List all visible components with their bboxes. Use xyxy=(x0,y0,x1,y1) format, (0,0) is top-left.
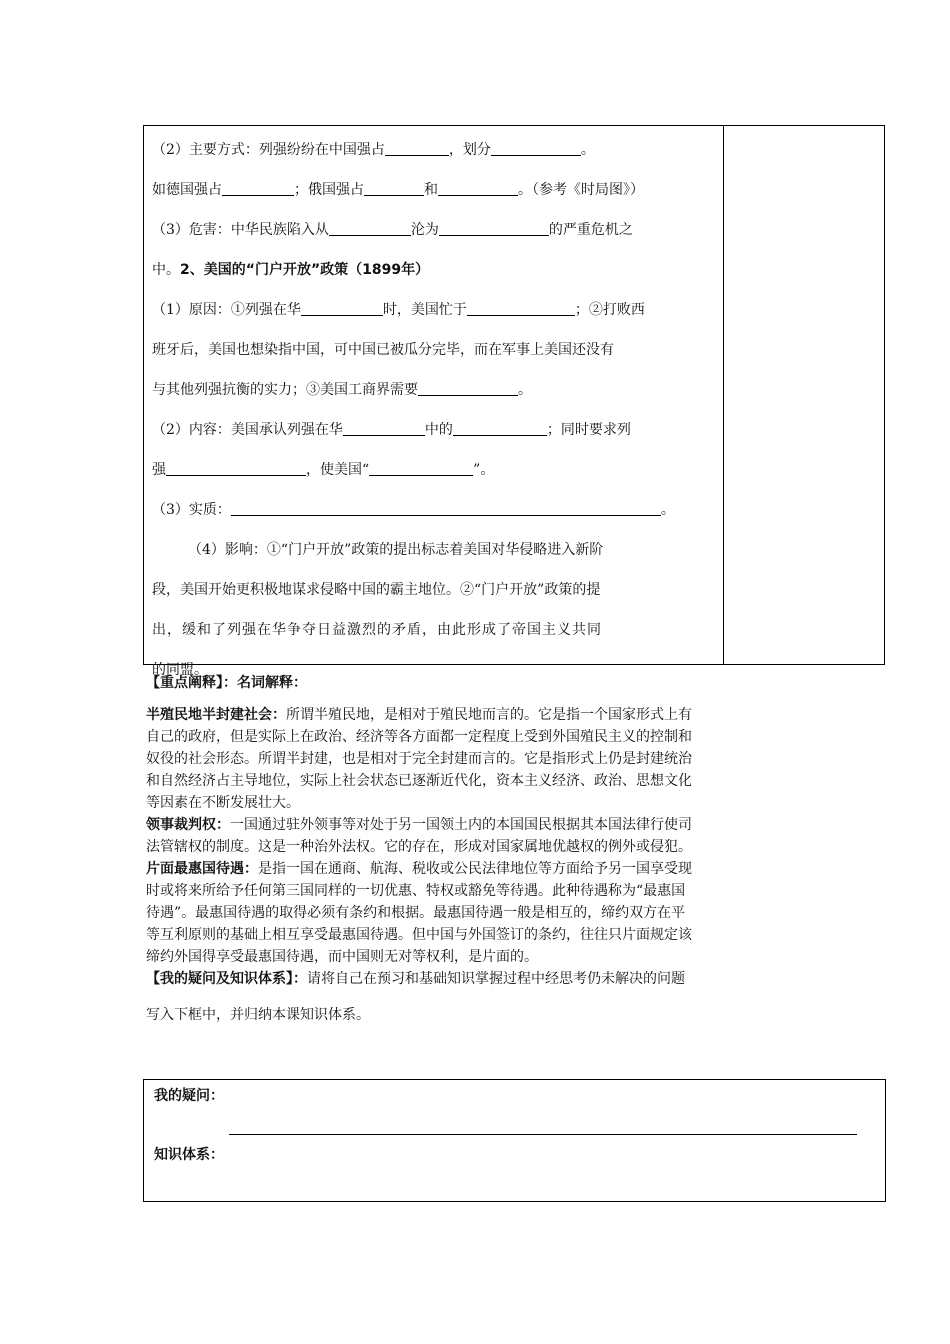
fill-blank[interactable] xyxy=(343,419,425,436)
content-table xyxy=(143,125,885,678)
line-essence xyxy=(152,490,718,530)
fill-blank[interactable] xyxy=(364,179,424,196)
term-consular-line xyxy=(146,814,816,836)
line-examples xyxy=(152,170,718,210)
fill-blank[interactable] xyxy=(222,179,294,196)
text: 时，美国忙于 xyxy=(382,302,467,318)
fill-blank[interactable] xyxy=(166,459,306,476)
text-line: 时或将来所给予任何第三国同样的一切优惠、特权或豁免等待遇。此种待遇称为“最惠国 xyxy=(146,883,686,899)
writing-line xyxy=(229,1134,857,1135)
term-title: 半殖民地半封建社会： xyxy=(146,707,286,723)
fill-blank[interactable] xyxy=(418,379,518,396)
fill-blank[interactable] xyxy=(438,179,518,196)
text-line: 等因素在不断发展壮大。 xyxy=(146,795,300,811)
fill-blank[interactable] xyxy=(439,219,549,236)
text-line: 自己的政府，但是实际上在政治、经济等各方面都一定程度上受到外国殖民主义的控制和 xyxy=(146,729,692,745)
text: （2）内容：美国承认列强在华 xyxy=(152,422,343,438)
term-title: 片面最惠国待遇： xyxy=(146,861,258,877)
text-line: 待遇”。最惠国待遇的取得必须有条约和根据。最惠国待遇一般是相互的，缔约双方在平 xyxy=(146,905,686,921)
section-heading: 【我的疑问及知识体系】： xyxy=(146,971,307,987)
text: ，划分 xyxy=(448,142,491,158)
text: ；②打败西 xyxy=(574,302,645,318)
notes-header: 【重点阐释】：名词解释： xyxy=(146,675,307,691)
questions-instruction xyxy=(146,968,816,990)
line-main-methods xyxy=(152,130,718,170)
fill-blank[interactable] xyxy=(491,139,581,156)
text: 出，缓和了列强在华争夺日益激烈的矛盾，由此形成了帝国主义共同 xyxy=(152,622,602,638)
line-impact-2 xyxy=(152,570,718,610)
line-harm xyxy=(152,210,718,250)
text-line: 等互利原则的基础上相互享受最惠国待遇。但中国与外国签订的条约，往往只片面规定该 xyxy=(146,927,692,943)
text: ；同时要求列 xyxy=(546,422,631,438)
text-line: 和自然经济占主导地位，实际上社会状态已逐渐近代化，资本主义经济、政治、思想文化 xyxy=(146,773,692,789)
text: 是指一国在通商、航海、税收或公民法律地位等方面给予另一国享受现 xyxy=(258,861,692,877)
text: 。（参考《时局图》） xyxy=(518,182,644,198)
text: （2）主要方式：列强纷纷在中国强占 xyxy=(152,142,385,158)
fill-blank[interactable] xyxy=(385,139,449,156)
text-line: 写入下框中，并归纳本课知识体系。 xyxy=(146,1007,370,1023)
text: 。 xyxy=(518,382,532,398)
text: 班牙后，美国也想染指中国，可中国已被瓜分完毕，而在军事上美国还没有 xyxy=(152,342,614,358)
fill-blank[interactable] xyxy=(301,299,383,316)
text-line: 法管辖权的制度。这是一种治外法权。它的存在，形成对国家属地优越权的例外或侵犯。 xyxy=(146,839,692,855)
fill-blank[interactable] xyxy=(369,459,473,476)
text: ”。 xyxy=(473,462,495,478)
text: 所谓半殖民地，是相对于殖民地而言的。它是指一个国家形式上有 xyxy=(286,707,692,723)
term-title: 领事裁判权： xyxy=(146,817,230,833)
fill-blank[interactable] xyxy=(467,299,575,316)
term-mfn-line xyxy=(146,858,816,880)
text: （3）实质： xyxy=(152,502,231,518)
text: 如德国强占 xyxy=(152,182,222,198)
key-explanations xyxy=(146,668,816,1030)
line-reasons-end xyxy=(152,370,718,410)
text: 一国通过驻外领事等对处于另一国领土内的本国国民根据其本国法律行使司 xyxy=(230,817,692,833)
fill-blank[interactable] xyxy=(453,419,547,436)
line-content xyxy=(152,410,718,450)
text: 和 xyxy=(424,182,438,198)
text: ，使美国“ xyxy=(306,462,370,478)
text-line: 奴役的社会形态。所谓半封建，也是相对于完全封建而言的。它是指形式上仍是封建统治 xyxy=(146,751,692,767)
line-reasons xyxy=(152,290,718,330)
questions-box[interactable] xyxy=(143,1079,886,1202)
text: （1）原因：①列强在华 xyxy=(152,302,301,318)
text: 。 xyxy=(580,142,595,158)
lesson-content-cell xyxy=(152,130,718,690)
text: 的严重危机之 xyxy=(548,222,633,238)
fill-blank[interactable] xyxy=(231,499,661,516)
text: 。 xyxy=(660,502,675,518)
text: 强 xyxy=(152,462,166,478)
term-semicolonial-line xyxy=(146,704,816,726)
text: （3）危害：中华民族陷入从 xyxy=(152,222,329,238)
text: （4）影响：①“门户开放”政策的提出标志着美国对华侵略进入新阶 xyxy=(188,542,604,558)
text-line: 缔约外国得享受最惠国待遇，而中国则无对等权利，是片面的。 xyxy=(146,949,538,965)
line-content-cont xyxy=(152,450,718,490)
section-heading: 2、美国的“门户开放”政策（1899年） xyxy=(180,262,430,278)
text: ；俄国强占 xyxy=(294,182,364,198)
fill-blank[interactable] xyxy=(329,219,411,236)
line-impact-3 xyxy=(152,610,718,650)
my-questions-label: 我的疑问： xyxy=(154,1088,224,1104)
line-reasons-cont xyxy=(152,330,718,370)
text: 段，美国开始更积极地谋求侵略中国的霸主地位。②“门户开放”政策的提 xyxy=(152,582,601,598)
text: 沦为 xyxy=(410,222,439,238)
line-impact xyxy=(152,530,718,570)
text: 中。 xyxy=(152,262,180,278)
text: 中的 xyxy=(424,422,453,438)
line-heading-open-door xyxy=(152,250,718,290)
knowledge-system-label: 知识体系： xyxy=(154,1147,224,1163)
column-divider xyxy=(723,126,724,664)
text: 的同盟。 xyxy=(152,662,208,678)
text: 请将自己在预习和基础知识掌握过程中经思考仍未解决的问题 xyxy=(307,971,685,987)
text: 与其他列强抗衡的实力；③美国工商界需要 xyxy=(152,382,418,398)
